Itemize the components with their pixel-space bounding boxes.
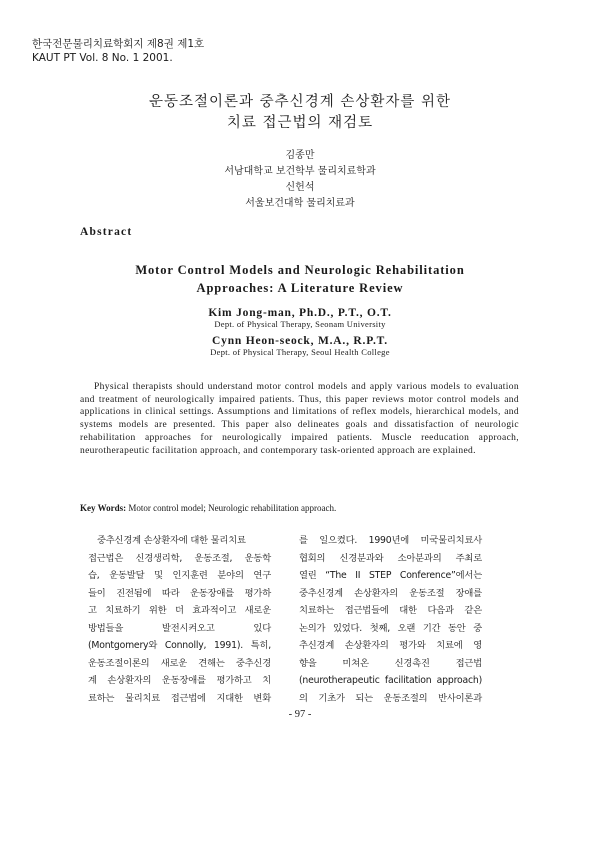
english-title xyxy=(0,261,600,297)
author-en-affiliation: Dept. of Physical Therapy, Seonam University xyxy=(214,319,386,329)
journal-header xyxy=(32,37,204,65)
body-column-right xyxy=(299,532,482,707)
english-title-line1: Motor Control Models and Neurologic Rehabilitation xyxy=(135,263,465,277)
author-ko-affiliation: 서남대학교 보건학부 물리치료학과 xyxy=(224,166,376,177)
body-line: 중추신경계 손상환자의 운동조절 장애를 xyxy=(299,587,482,599)
author-en-block xyxy=(0,307,600,329)
keywords-text: Motor control model; Neurologic rehabilitation approach. xyxy=(128,503,337,513)
author-en-block xyxy=(0,335,600,357)
body-line: 추신경계 손상환자의 평가와 치료에 영 xyxy=(299,640,482,651)
korean-title-line1: 운동조절이론과 중추신경계 손상환자를 위한 xyxy=(149,94,451,110)
body-line: 계 손상환자의 운동장애를 평가하고 치 xyxy=(88,675,271,686)
author-en-name: Kim Jong-man, Ph.D., P.T., O.T. xyxy=(208,307,392,319)
body-line: 접근법은 신경생리학, 운동조절, 운동학 xyxy=(88,552,271,564)
author-en-affiliation: Dept. of Physical Therapy, Seoul Health College xyxy=(210,347,390,357)
body-line: 협회의 신경분과와 소아분과의 주최로 xyxy=(299,552,482,564)
korean-title xyxy=(0,92,600,134)
body-line: 고 치료하기 위한 더 효과적이고 새로운 xyxy=(88,605,271,616)
author-ko-name: 신헌석 xyxy=(285,182,315,193)
author-en-name: Cynn Heon-seock, M.A., R.P.T. xyxy=(212,335,388,347)
body-line: 치료하는 접근법들에 대한 다음과 같은 xyxy=(299,605,482,616)
body-line: 중추신경계 손상환자에 대한 물리치료 xyxy=(97,535,246,546)
body-line: 를 일으켰다. 1990년에 미국물리치료사 xyxy=(299,535,482,546)
body-line: 방법들을 발전시켜오고 있다 xyxy=(88,622,271,634)
journal-volume-en: KAUT PT Vol. 8 No. 1 2001. xyxy=(32,52,173,64)
body-line: 향을 미쳐온 신경촉진 접근법 xyxy=(299,657,482,669)
abstract-text xyxy=(80,381,519,457)
english-title-line2: Approaches: A Literature Review xyxy=(196,281,404,295)
journal-title-ko: 한국전문물리치료학회지 제8권 제1호 xyxy=(32,38,205,50)
author-ko-affiliation: 서울보건대학 물리치료과 xyxy=(245,198,355,209)
body-line: 논의가 있었다. 첫째, 오랜 기간 동안 중 xyxy=(299,622,482,634)
keywords xyxy=(80,503,336,513)
korean-authors xyxy=(0,148,600,212)
body-line: 열린 “The II STEP Conference”에서는 xyxy=(299,570,482,581)
body-column-left xyxy=(88,532,271,707)
abstract-heading: Abstract xyxy=(80,226,133,238)
body-line: 운동조절이론의 새로운 견해는 중추신경 xyxy=(88,657,271,669)
body-line: 료하는 물리치료 접근법에 지대한 변화 xyxy=(88,692,271,704)
body-line: 의 기초가 되는 운동조절의 반사이론과 xyxy=(299,692,482,704)
korean-title-line2: 치료 접근법의 재검토 xyxy=(226,115,374,131)
abstract-paragraph: Physical therapists should understand motor control models and apply various models to evaluation and treatment of neurologically impaired patients. Thus, this paper reviews motor control models and applications in clinical settings. Assumptions and limitations of reflex models, hierarchical models, and systems models are presented. This paper also delineates goals and dissatisfaction of neurologic rehabilitation approaches for neurologically impaired patients. Muscle reeducation approach, neurotherapeutic facilitation approach, and contemporary task-oriented approach are explained. xyxy=(80,382,519,456)
body-line: 습, 운동발달 및 인지훈련 분야의 연구 xyxy=(88,570,271,581)
body-line: 들이 진전됨에 따라 운동장애를 평가하 xyxy=(88,587,271,599)
page-number: - 97 - xyxy=(288,709,312,720)
author-ko-name: 김종만 xyxy=(285,150,315,161)
body-line: (neurotherapeutic facilitation approach) xyxy=(299,675,482,686)
keywords-label: Key Words: xyxy=(80,503,127,513)
body-line: (Montgomery와 Connolly, 1991). 특히, xyxy=(88,640,271,651)
